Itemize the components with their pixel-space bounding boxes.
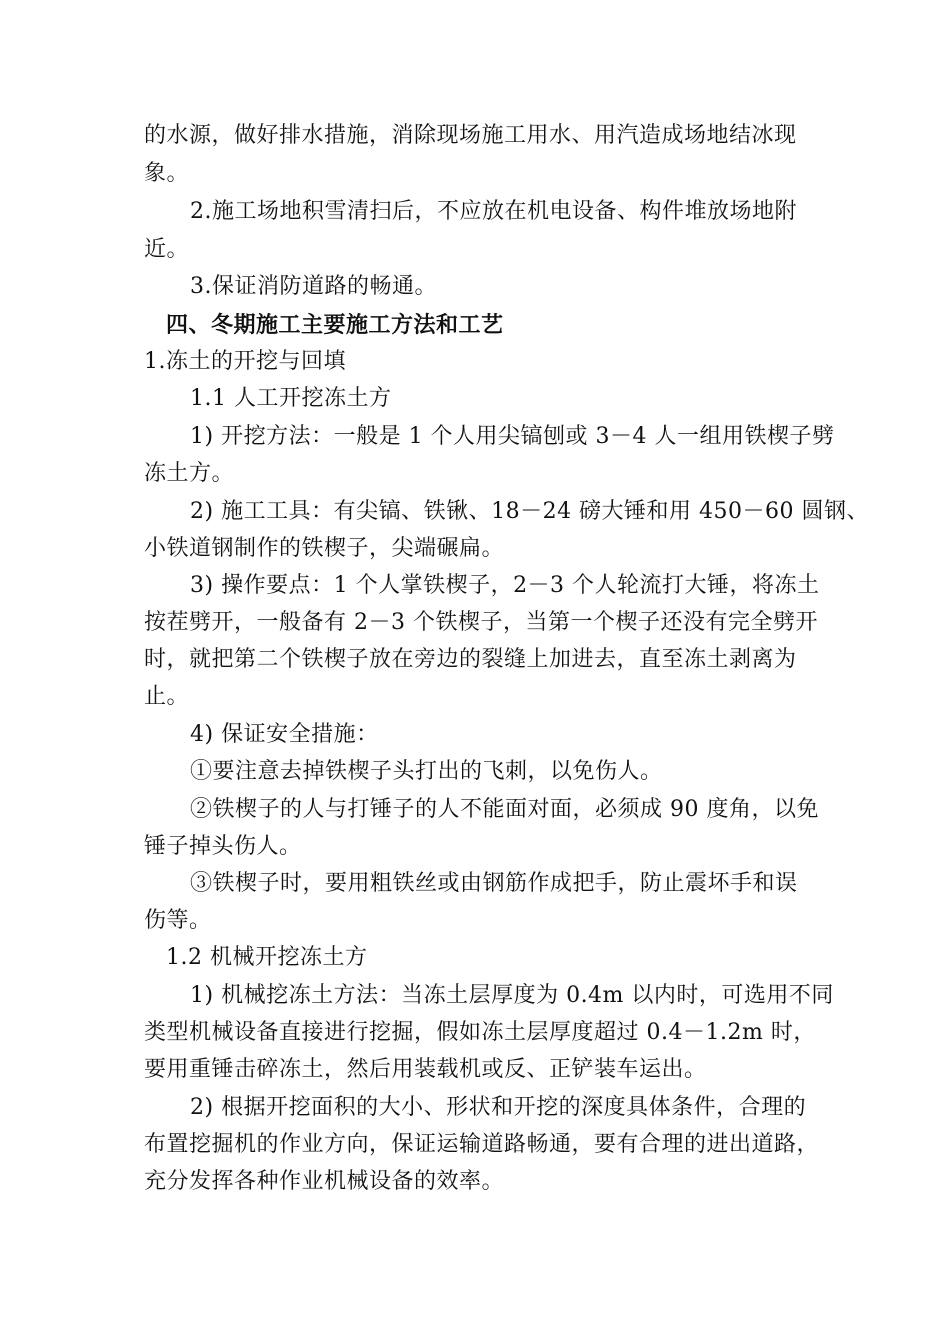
paragraph-line: ③铁楔子时，要用粗铁丝或由钢筋作成把手，防止震坏手和误 [190, 871, 798, 896]
paragraph-line: ①要注意去掉铁楔子头打出的飞刺，以免伤人。 [190, 759, 663, 784]
paragraph-line: 充分发挥各种作业机械设备的效率。 [144, 1169, 505, 1194]
paragraph-line: 伤等。 [144, 908, 212, 933]
paragraph-line: 冻土方。 [144, 461, 235, 486]
paragraph-line: 3) 操作要点：1 个人掌铁楔子，2－3 个人轮流打大锤，将冻土 [190, 573, 820, 598]
paragraph-line: 近。 [144, 237, 190, 262]
paragraph-line: 1) 开挖方法：一般是 1 个人用尖镐刨或 3－4 人一组用铁楔子劈 [190, 424, 835, 449]
paragraph-line: 时，就把第二个铁楔子放在旁边的裂缝上加进去，直至冻土剥离为 [144, 647, 797, 672]
paragraph-line: 锤子掉头伤人。 [144, 834, 302, 859]
paragraph-line: 布置挖掘机的作业方向，保证运输道路畅通，要有合理的进出道路， [144, 1132, 820, 1157]
paragraph-line: 的水源，做好排水措施，消除现场施工用水、用汽造成场地结冰现 [144, 123, 797, 148]
section-heading: 四、冬期施工主要施工方法和工艺 [166, 312, 504, 338]
paragraph-line: ②铁楔子的人与打锤子的人不能面对面，必须成 90 度角，以免 [190, 797, 819, 822]
subsection-heading: 1.2 机械开挖冻土方 [166, 945, 368, 970]
paragraph-line: 止。 [144, 684, 190, 709]
subsection-heading: 1.冻土的开挖与回填 [144, 349, 346, 374]
paragraph-line: 类型机械设备直接进行挖掘，假如冻土层厚度超过 0.4－1.2m 时， [144, 1020, 816, 1045]
paragraph-line: 要用重锤击碎冻土，然后用装载机或反、正铲装车运出。 [144, 1057, 707, 1082]
paragraph-line: 1) 机械挖冻土方法：当冻土层厚度为 0.4m 以内时，可选用不同 [190, 983, 834, 1008]
paragraph-line: 2.施工场地积雪清扫后，不应放在机电设备、构件堆放场地附 [190, 199, 797, 224]
paragraph-line: 象。 [144, 161, 190, 186]
paragraph-line: 2) 根据开挖面积的大小、形状和开挖的深度具体条件，合理的 [190, 1095, 807, 1120]
paragraph-line: 小铁道钢制作的铁楔子，尖端碾扁。 [144, 536, 505, 561]
paragraph-line: 按茬劈开，一般备有 2－3 个铁楔子，当第一个楔子还没有完全劈开 [144, 610, 818, 635]
paragraph-line: 3.保证消防道路的畅通。 [190, 274, 437, 299]
subsection-heading: 1.1 人工开挖冻土方 [190, 386, 392, 411]
paragraph-line: 2) 施工工具：有尖镐、铁锹、18－24 磅大锤和用 450－60 圆钢、 [190, 499, 870, 524]
paragraph-line: 4) 保证安全措施： [190, 722, 379, 747]
